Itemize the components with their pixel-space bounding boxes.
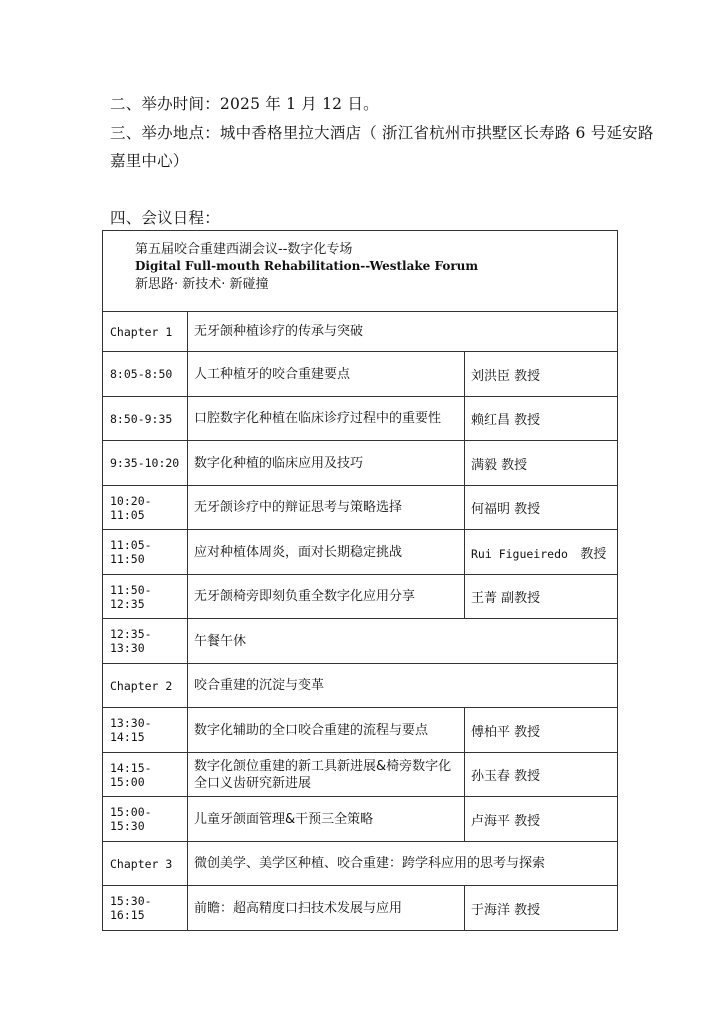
event-time-line: 二、举办时间：2025 年 1 月 12 日。	[110, 95, 379, 113]
session-time: 8:50-9:35	[103, 397, 188, 441]
session-time: 11:50-12:35	[103, 575, 188, 619]
table-row	[103, 352, 618, 397]
session-topic: 数字化种植的临床应用及技巧	[188, 441, 465, 486]
session-time: 8:05-8:50	[103, 352, 188, 397]
table-row	[103, 530, 618, 575]
table-row	[103, 575, 618, 619]
agenda-table	[102, 230, 618, 931]
session-topic: 无牙颌诊疗中的辩证思考与策略选择	[188, 486, 465, 530]
break-row	[103, 619, 618, 664]
table-row	[103, 753, 618, 797]
chapter-row	[103, 312, 618, 352]
forum-title-cn: 第五届咬合重建西湖会议--数字化专场	[135, 242, 353, 257]
session-speaker: 赖红昌 教授	[465, 397, 618, 441]
event-venue-line-continued: 嘉里中心）	[110, 152, 189, 170]
session-topic: 应对种植体周炎，面对长期稳定挑战	[188, 530, 465, 575]
session-time: 11:05-11:50	[103, 530, 188, 575]
session-topic: 前瞻：超高精度口扫技术发展与应用	[188, 886, 465, 931]
session-time: 15:00-15:30	[103, 797, 188, 842]
session-topic: 儿童牙颌面管理&干预三全策略	[188, 797, 465, 842]
session-topic: 数字化颌位重建的新工具新进展&椅旁数字化全口义齿研究新进展	[188, 753, 465, 797]
agenda-header-cell	[103, 231, 618, 312]
session-speaker: 于海洋 教授	[465, 886, 618, 931]
session-topic: 无牙颌椅旁即刻负重全数字化应用分享	[188, 575, 465, 619]
session-time: 12:35-13:30	[103, 619, 188, 664]
chapter-row	[103, 664, 618, 708]
session-topic: 口腔数字化种植在临床诊疗过程中的重要性	[188, 397, 465, 441]
chapter-row	[103, 842, 618, 886]
session-speaker: 刘洪臣 教授	[465, 352, 618, 397]
session-speaker: 满毅 教授	[465, 441, 618, 486]
session-topic: 人工种植牙的咬合重建要点	[188, 352, 465, 397]
session-speaker: 王菁 副教授	[465, 575, 618, 619]
chapter-title: 无牙颌种植诊疗的传承与突破	[188, 312, 618, 352]
chapter-title: 微创美学、美学区种植、咬合重建：跨学科应用的思考与探索	[188, 842, 618, 886]
session-time: 15:30-16:15	[103, 886, 188, 931]
forum-title-en: Digital Full-mouth Rehabilitation--Westlake Forum	[135, 259, 479, 273]
session-speaker: 卢海平 教授	[465, 797, 618, 842]
table-row	[103, 708, 618, 753]
session-topic: 数字化辅助的全口咬合重建的流程与要点	[188, 708, 465, 753]
session-speaker: 何福明 教授	[465, 486, 618, 530]
session-time: 9:35-10:20	[103, 441, 188, 486]
chapter-title: 咬合重建的沉淀与变革	[188, 664, 618, 708]
table-row	[103, 486, 618, 530]
event-venue-line: 三、举办地点：城中香格里拉大酒店（ 浙江省杭州市拱墅区长寿路 6 号延安路	[110, 124, 654, 142]
speaker-title: 教授	[580, 546, 607, 562]
session-speaker	[465, 530, 618, 575]
break-label: 午餐午休	[188, 619, 618, 664]
table-row	[103, 397, 618, 441]
session-speaker: 孙玉春 教授	[465, 753, 618, 797]
chapter-label: Chapter 2	[103, 664, 188, 708]
agenda-header-row	[103, 231, 618, 312]
session-time: 14:15-15:00	[103, 753, 188, 797]
table-row	[103, 441, 618, 486]
forum-slogan: 新思路· 新技术· 新碰撞	[135, 277, 269, 292]
session-time: 10:20-11:05	[103, 486, 188, 530]
chapter-label: Chapter 3	[103, 842, 188, 886]
speaker-name: Rui Figueiredo	[471, 546, 568, 561]
table-row	[103, 797, 618, 842]
session-speaker: 傅柏平 教授	[465, 708, 618, 753]
table-row	[103, 886, 618, 931]
chapter-label: Chapter 1	[103, 312, 188, 352]
agenda-heading: 四、会议日程：	[110, 209, 220, 227]
session-time: 13:30-14:15	[103, 708, 188, 753]
